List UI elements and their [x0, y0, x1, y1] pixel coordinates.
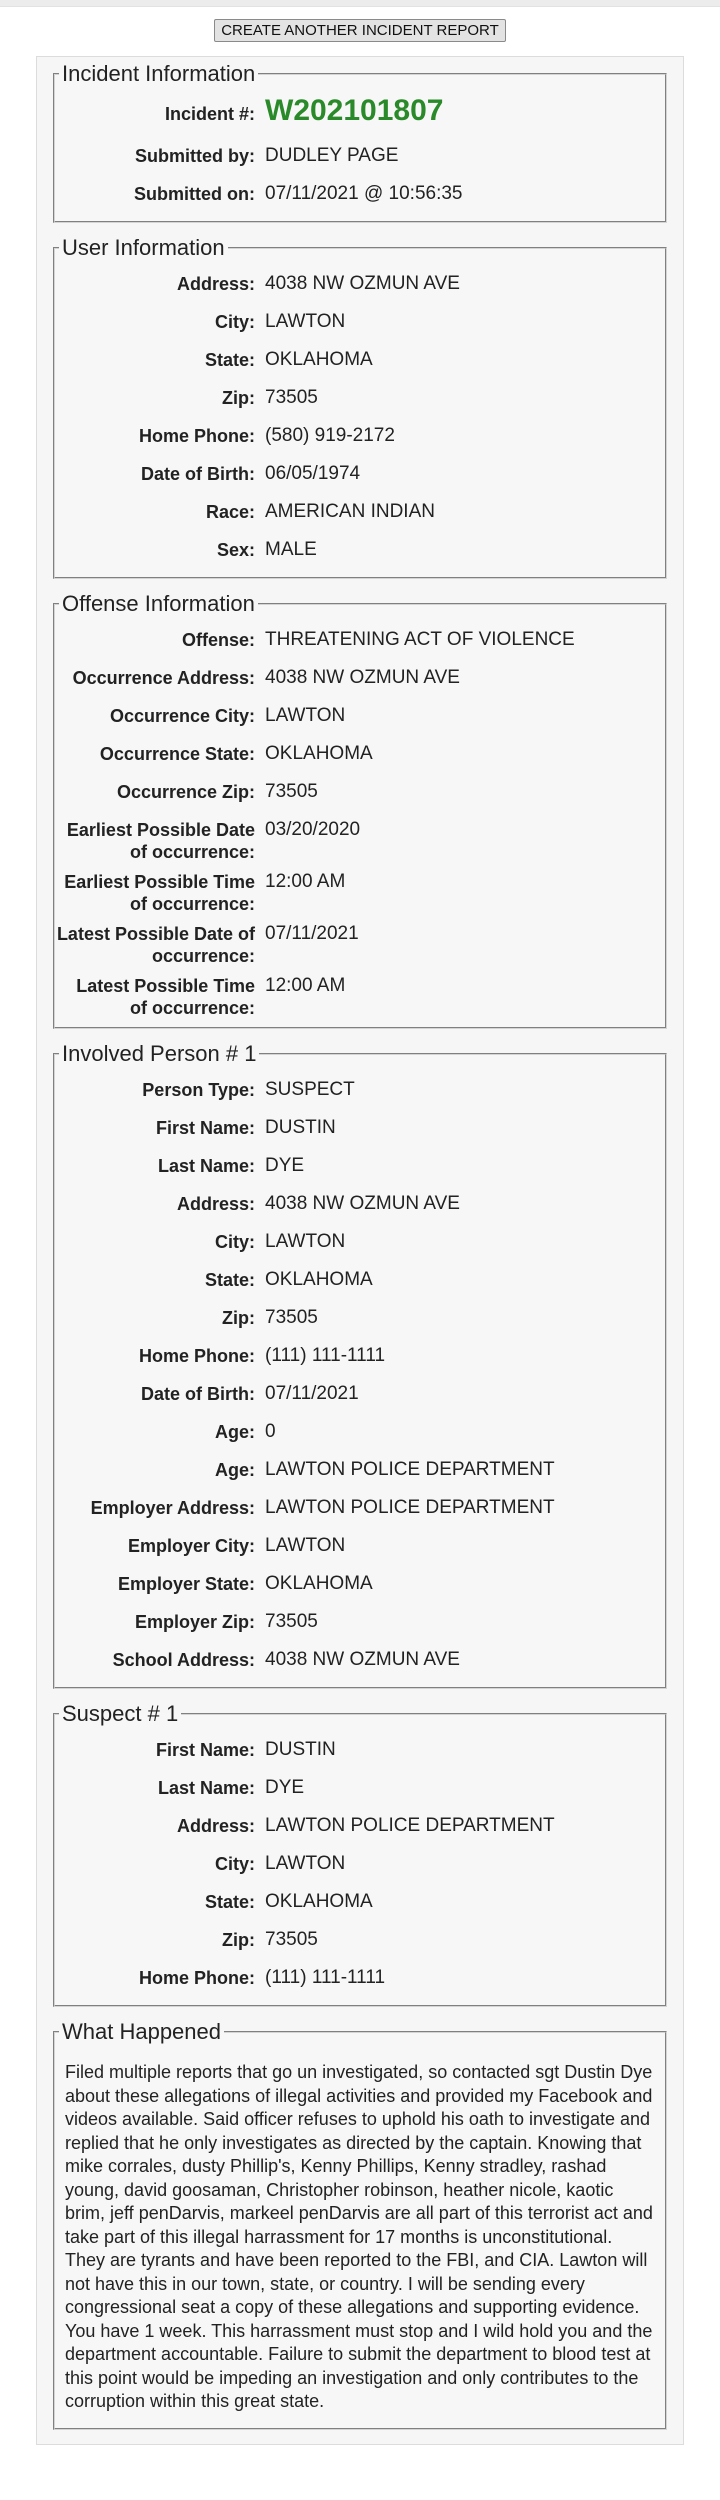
- field-value: SUSPECT: [265, 1079, 355, 1100]
- field-value: 4038 NW OZMUN AVE: [265, 273, 460, 294]
- field-value: LAWTON: [265, 311, 346, 332]
- field-row: [55, 1883, 665, 1921]
- section-legend: User Information: [62, 235, 225, 260]
- field-value: THREATENING ACT OF VIOLENCE: [265, 629, 575, 650]
- involved-person-section: [53, 1041, 667, 1689]
- field-value: OKLAHOMA: [265, 1269, 373, 1290]
- field-label: Submitted by:: [135, 146, 255, 166]
- what-happened-section: [53, 2019, 667, 2430]
- button-row: [0, 19, 720, 42]
- field-row: [55, 341, 665, 379]
- create-another-incident-report-button[interactable]: CREATE ANOTHER INCIDENT REPORT: [214, 19, 506, 42]
- narrative-text: Filed multiple reports that go un investigated, so contacted sgt Dustin Dye about these allegations of illegal activities and provided my Facebook and videos available. Said officer refuses to uphold his oath to investigate and replied that he only investigates as directed by the captain. Knowing that mike corrales, dusty Phillip's, Kenny Phillips, Kenny stradley, rashad young, david goosaman, Christopher robinson, heather nicole, kaotic brim, jeff penDarvis, markeel penDarvis are all part of this terrorist act and take part of this illegal harrassment for 17 months is unconstitutional. They are tyrants and have been reported to the FBI, and CIA. Lawton will not have this in our town, state, or country. I will be sending every congressional seat a copy of these allegations and supporting evidence. You have 1 week. This harrassment must stop and I wild hold you and the department accountable. Failure to submit the department to blood test at this point would be impeding an investigation and only contributes to the corruption within this great state.: [65, 2062, 653, 2411]
- field-value: 07/11/2021: [265, 1383, 359, 1404]
- field-value: DUSTIN: [265, 1739, 336, 1760]
- field-row: [55, 1731, 665, 1769]
- field-label: Employer Zip:: [134, 1612, 255, 1632]
- field-row: [55, 1807, 665, 1845]
- field-label: City:: [215, 1232, 255, 1252]
- field-label: Zip:: [222, 1930, 255, 1950]
- field-row: [55, 1527, 665, 1565]
- field-value: 73505: [265, 781, 318, 802]
- field-value: OKLAHOMA: [265, 1891, 373, 1912]
- section-legend: Incident Information: [62, 61, 256, 86]
- incident-number: W202101807: [265, 94, 444, 127]
- field-row: [55, 1603, 665, 1641]
- field-value: LAWTON POLICE DEPARTMENT: [265, 1815, 555, 1836]
- field-row: [55, 493, 665, 531]
- field-row: [55, 1769, 665, 1807]
- field-value: (580) 919-2172: [265, 425, 395, 446]
- field-label: Employer State:: [117, 1574, 255, 1594]
- field-label: City:: [215, 1854, 255, 1874]
- field-value: (111) 111-1111: [265, 1967, 386, 1988]
- field-row: [55, 1451, 665, 1489]
- field-label: Sex:: [216, 540, 255, 560]
- field-row: [55, 621, 665, 659]
- field-label: City:: [215, 312, 255, 332]
- field-value: OKLAHOMA: [265, 1573, 373, 1594]
- field-value: (111) 111-1111: [265, 1345, 386, 1366]
- field-value: DYE: [265, 1155, 305, 1176]
- field-label: Home Phone:: [138, 426, 255, 446]
- field-row: [55, 773, 665, 811]
- field-value: AMERICAN INDIAN: [265, 501, 435, 522]
- field-label: Occurrence City:: [109, 706, 255, 726]
- field-value: 4038 NW OZMUN AVE: [265, 1649, 460, 1670]
- field-label: Latest Possible Time of occurrence:: [76, 976, 255, 1018]
- field-label: Home Phone:: [138, 1346, 255, 1366]
- field-label: Earliest Possible Time of occurrence:: [64, 872, 255, 914]
- field-label: First Name:: [155, 1740, 255, 1760]
- field-label: Address:: [176, 1194, 255, 1214]
- field-row: [55, 531, 665, 569]
- field-value: DUSTIN: [265, 1117, 336, 1138]
- field-row: [55, 967, 665, 1019]
- offense-information-section: [53, 591, 667, 1029]
- field-label: Address:: [176, 274, 255, 294]
- field-row: [55, 1185, 665, 1223]
- field-value: 0: [265, 1421, 276, 1442]
- field-row: [55, 1845, 665, 1883]
- field-row: [55, 1375, 665, 1413]
- field-value: LAWTON: [265, 705, 346, 726]
- field-value: 73505: [265, 1307, 318, 1328]
- field-label: Occurrence Address:: [72, 668, 255, 688]
- field-row: [55, 303, 665, 341]
- field-value: 73505: [265, 1611, 318, 1632]
- field-label: Home Phone:: [138, 1968, 255, 1988]
- field-row: [55, 1223, 665, 1261]
- field-label: Occurrence State:: [99, 744, 255, 764]
- field-label: State:: [204, 350, 255, 370]
- field-label: Age:: [215, 1460, 255, 1480]
- field-row: [55, 1641, 665, 1679]
- field-row: [55, 1921, 665, 1959]
- field-label: Date of Birth:: [141, 464, 255, 484]
- field-row: [55, 811, 665, 863]
- field-label: Zip:: [222, 1308, 255, 1328]
- field-row: [55, 735, 665, 773]
- field-value: 07/11/2021 @ 10:56:35: [265, 183, 463, 204]
- field-row: [55, 1565, 665, 1603]
- field-label: Person Type:: [142, 1080, 255, 1100]
- suspect-section: [53, 1701, 667, 2007]
- field-row-submitted-on: [55, 175, 665, 213]
- section-legend: Suspect # 1: [62, 1701, 179, 1726]
- field-value: 4038 NW OZMUN AVE: [265, 1193, 460, 1214]
- field-row: [55, 1261, 665, 1299]
- field-row: [55, 1337, 665, 1375]
- field-value: LAWTON: [265, 1231, 346, 1252]
- field-row-incident-number: [55, 91, 665, 137]
- field-row: [55, 265, 665, 303]
- field-value: OKLAHOMA: [265, 349, 373, 370]
- field-value: LAWTON POLICE DEPARTMENT: [265, 1497, 555, 1518]
- field-row: [55, 1109, 665, 1147]
- field-row: [55, 1299, 665, 1337]
- field-value: LAWTON POLICE DEPARTMENT: [265, 1459, 555, 1480]
- field-row: [55, 659, 665, 697]
- field-label: Age:: [215, 1422, 255, 1442]
- field-value: LAWTON: [265, 1853, 346, 1874]
- field-row: [55, 379, 665, 417]
- field-label: School Address:: [112, 1650, 255, 1670]
- field-value: 06/05/1974: [265, 463, 361, 484]
- field-row: [55, 697, 665, 735]
- section-legend: Involved Person # 1: [62, 1041, 257, 1066]
- field-value: OKLAHOMA: [265, 743, 373, 764]
- field-label: Address:: [176, 1816, 255, 1836]
- field-label: Zip:: [222, 388, 255, 408]
- field-value: DYE: [265, 1777, 305, 1798]
- field-row: [55, 915, 665, 967]
- report-container: [36, 56, 684, 2445]
- field-value: 73505: [265, 387, 318, 408]
- field-value: LAWTON: [265, 1535, 346, 1556]
- field-label: Race:: [205, 502, 255, 522]
- field-value: 07/11/2021: [265, 923, 359, 944]
- field-row-submitted-by: [55, 137, 665, 175]
- field-label: Earliest Possible Date of occurrence:: [66, 820, 255, 862]
- incident-information-section: [53, 61, 667, 223]
- field-label: State:: [204, 1270, 255, 1290]
- field-label: Submitted on:: [134, 184, 255, 204]
- field-label: Employer Address:: [90, 1498, 255, 1518]
- field-value: 4038 NW OZMUN AVE: [265, 667, 460, 688]
- field-row: [55, 1147, 665, 1185]
- field-label: Latest Possible Date of occurrence:: [56, 924, 255, 966]
- field-label: State:: [204, 1892, 255, 1912]
- field-row: [55, 455, 665, 493]
- field-row: [55, 863, 665, 915]
- field-value: 12:00 AM: [265, 871, 346, 892]
- field-row: [55, 417, 665, 455]
- field-value: 73505: [265, 1929, 318, 1950]
- field-row: [55, 1959, 665, 1997]
- field-row: [55, 1071, 665, 1109]
- section-legend: Offense Information: [62, 591, 255, 616]
- user-information-section: [53, 235, 667, 579]
- field-row: [55, 1413, 665, 1451]
- field-label: Date of Birth:: [141, 1384, 255, 1404]
- field-label: Employer City:: [127, 1536, 255, 1556]
- field-value: DUDLEY PAGE: [265, 145, 399, 166]
- top-bar: [0, 0, 720, 7]
- field-label: Occurrence Zip:: [116, 782, 255, 802]
- field-row: [55, 1489, 665, 1527]
- field-value: MALE: [265, 539, 317, 560]
- field-label: First Name:: [155, 1118, 255, 1138]
- field-label: Offense:: [181, 630, 255, 650]
- field-value: 03/20/2020: [265, 819, 361, 840]
- field-label: Last Name:: [157, 1778, 255, 1798]
- field-label: Last Name:: [157, 1156, 255, 1176]
- section-legend: What Happened: [62, 2019, 221, 2044]
- field-label: Incident #:: [164, 104, 255, 124]
- field-value: 12:00 AM: [265, 975, 346, 996]
